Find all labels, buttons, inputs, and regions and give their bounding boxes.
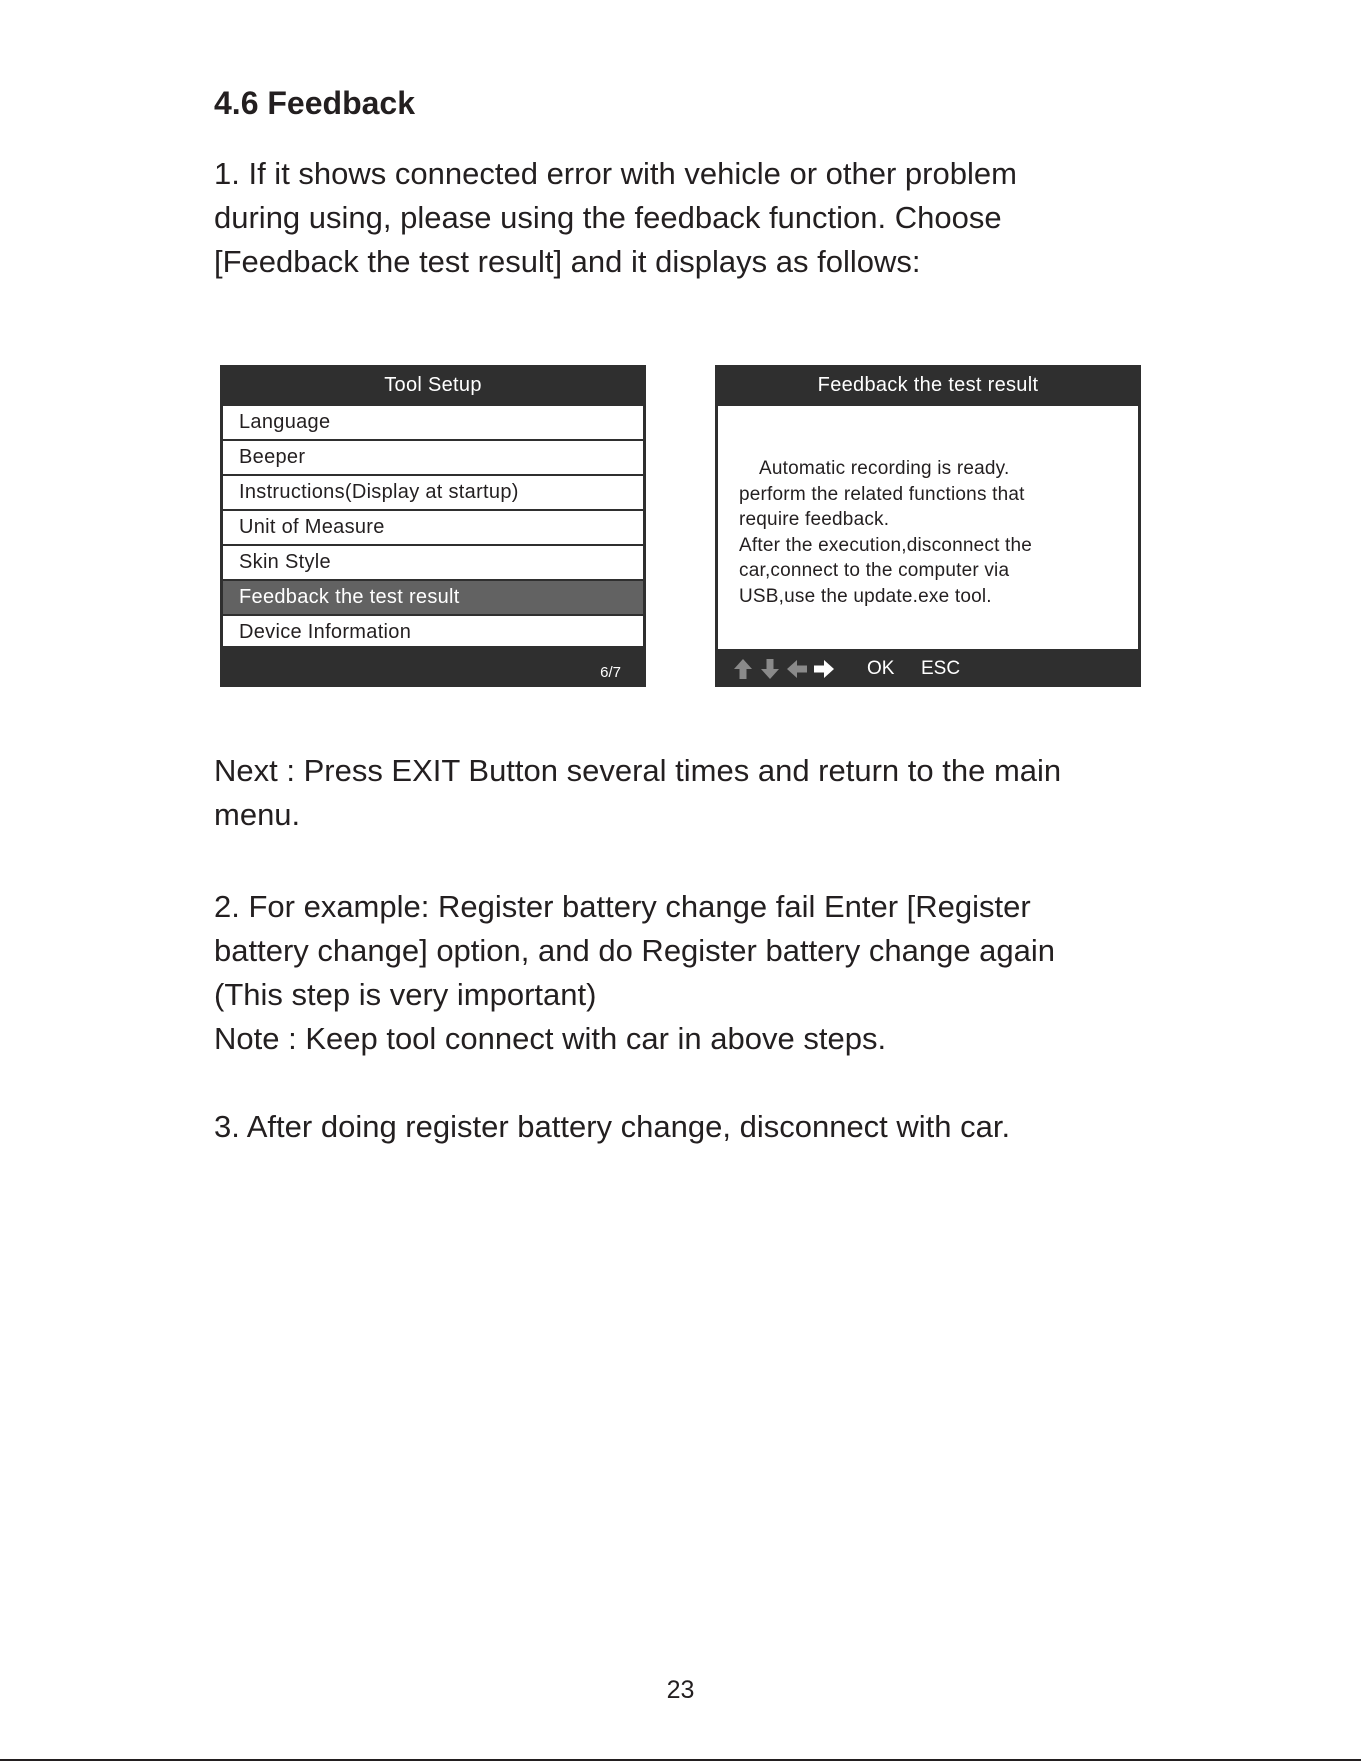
step-1-line: during using, please using the feedback function. Choose	[214, 200, 1002, 235]
section-heading: 4.6 Feedback	[214, 85, 415, 121]
message-line: perform the related functions that	[739, 483, 1025, 505]
arrow-up-icon[interactable]	[732, 657, 754, 681]
feedback-screen	[715, 365, 1141, 687]
step-2-line: battery change] option, and do Register battery change again	[214, 933, 1056, 968]
step-2-paragraph	[214, 885, 1214, 1061]
message-line: After the execution,disconnect the	[739, 534, 1033, 556]
step-1-paragraph	[214, 152, 1214, 284]
feedback-screen-title: Feedback the test result	[817, 374, 1039, 396]
feedback-message-box	[718, 406, 1138, 649]
next-line: Next : Press EXIT Button several times and return to the main	[214, 753, 1062, 788]
tool-setup-menu	[223, 406, 643, 646]
message-line: Automatic recording is ready.	[759, 458, 1010, 479]
next-line: menu.	[214, 797, 301, 832]
arrow-down-icon[interactable]	[759, 657, 781, 681]
page-indicator: 6/7	[600, 664, 621, 681]
menu-item-instructions[interactable]: Instructions(Display at startup)	[223, 476, 643, 511]
esc-button[interactable]: ESC	[921, 658, 961, 679]
menu-item-device-information[interactable]: Device Information	[239, 621, 412, 643]
ok-button[interactable]: OK	[867, 658, 895, 679]
page-number: 23	[666, 1676, 695, 1704]
menu-item-language[interactable]: Language	[223, 406, 643, 441]
step-3-paragraph	[214, 1105, 1214, 1149]
arrow-right-icon[interactable]	[813, 657, 835, 681]
step-2-line: (This step is very important)	[214, 977, 597, 1012]
menu-item-feedback-selected[interactable]: Feedback the test result	[223, 581, 643, 616]
step-2-note: Note : Keep tool connect with car in above steps.	[214, 1021, 887, 1056]
step-1-line: [Feedback the test result] and it displays as follows:	[214, 244, 921, 279]
feedback-bottom-bar	[715, 651, 1141, 687]
tool-setup-screen	[220, 365, 646, 687]
arrow-left-icon[interactable]	[786, 657, 808, 681]
tool-setup-title: Tool Setup	[384, 374, 482, 396]
menu-item-beeper[interactable]: Beeper	[223, 441, 643, 476]
message-line: USB,use the update.exe tool.	[739, 585, 992, 607]
message-line: car,connect to the computer via	[739, 560, 1010, 581]
feedback-message	[739, 456, 1032, 609]
step-1-line: 1. If it shows connected error with vehicle or other problem	[214, 156, 1017, 191]
menu-item-skin-style[interactable]: Skin Style	[223, 546, 643, 581]
step-3-line: 3. After doing register battery change, disconnect with car.	[214, 1109, 1011, 1144]
message-line: require feedback.	[739, 509, 890, 530]
next-paragraph	[214, 749, 1214, 837]
menu-item-unit-of-measure[interactable]: Unit of Measure	[223, 511, 643, 546]
step-2-line: 2. For example: Register battery change fail Enter [Register	[214, 889, 1031, 924]
